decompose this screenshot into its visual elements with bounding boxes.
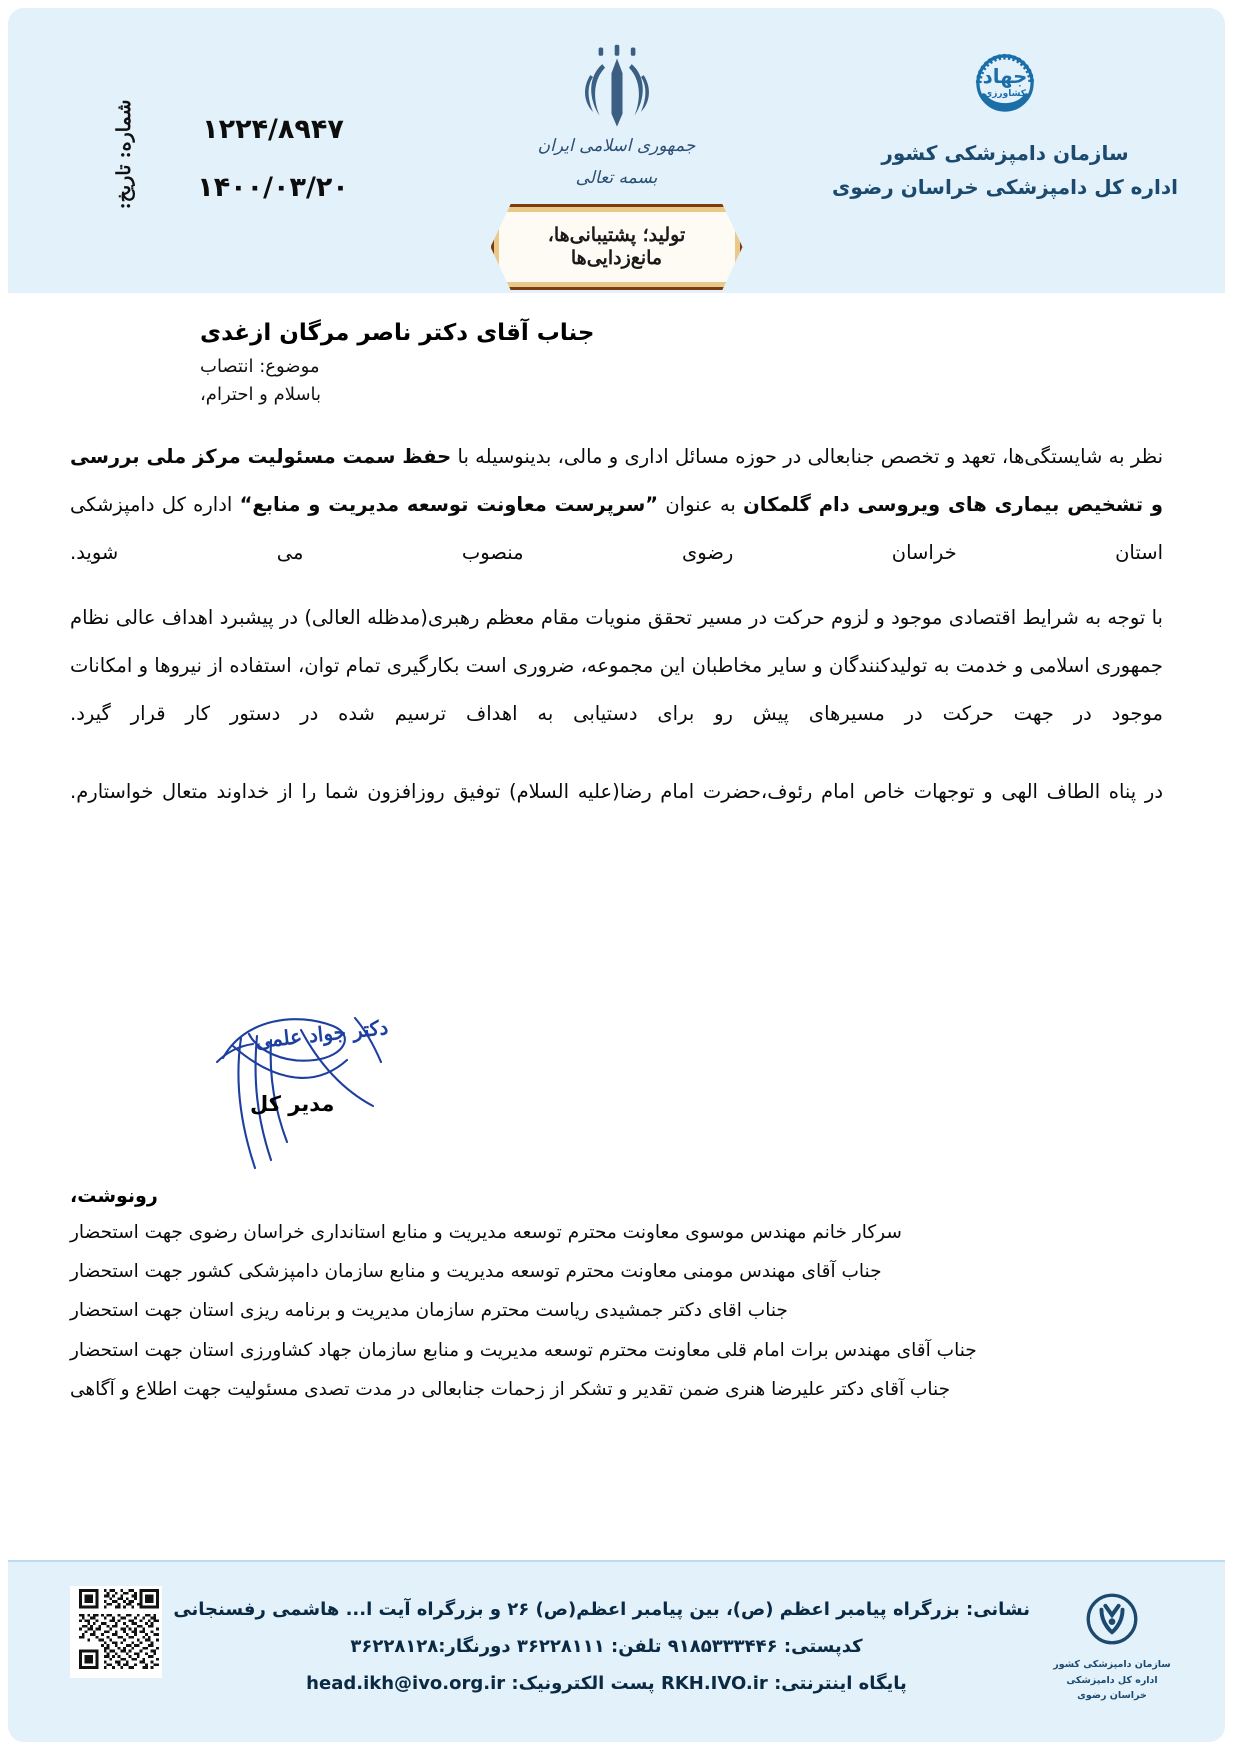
letter-date-row: [8, 158, 368, 216]
greeting-line: باسلام و احترام،: [200, 384, 322, 405]
organization-block: [815, 42, 1195, 204]
cc-heading: رونوشت،: [70, 1185, 158, 1207]
footer-address: نشانی: بزرگراه پیامبر اعظم (ص)، بین پیامبر اعظم(ص) ۲۶ و بزرگراه آیت ا... هاشمی رفسنجانی: [173, 1599, 1030, 1620]
letter-date-value: ۱۴۰۰/۰۳/۲۰: [197, 171, 349, 203]
p1-part-d: ”سرپرست معاونت توسعه مدیریت و منابع“: [239, 492, 659, 516]
cc-list-item: جناب آقای دکتر علیرضا هنری ضمن تقدیر و تشکر از زحمات جنابعالی در مدت تصدی مسئولیت جهت اطلاع و آگاهی: [70, 1378, 951, 1400]
footer-email-label: پست الکترونیک:: [511, 1672, 655, 1694]
p1-part-c: به عنوان: [658, 492, 744, 516]
ivo-seal-icon: [1079, 1586, 1145, 1652]
iran-emblem-icon: [571, 42, 663, 134]
letter-number-label: شماره:: [113, 99, 135, 159]
emblem-caption: جمهوری اسلامی ایران: [537, 136, 696, 156]
p1-part-e: اداره کل دامپزشکی استان خراسان رضوی منصوب می شوید.: [70, 492, 1163, 564]
slogan-text: تولید؛ پشتیبانی‌ها، مانع‌زدایی‌ها: [547, 224, 686, 269]
footer-website-value[interactable]: RKH.IVO.ir: [660, 1672, 768, 1694]
svg-text:جهاد: جهاد: [982, 65, 1028, 88]
paragraph-two: با توجه به شرایط اقتصادی موجود و لزوم حرکت در مسیر تحقق منویات مقام معظم رهبری(مدظله العالی) در پیشبرد اهداف عالی نظام جمهوری اسلامی و خدمت به تولیدکنندگان و سایر مخاطبان این مجموعه، ضروری است بکارگیری تمام توان، استفاده از نیروها و امکانات موجود در جهت حرکت در مسیرهای پیش رو برای دستیابی به اهداف ترسیم شده در دستور کار قرار گیرد.: [70, 606, 1163, 725]
footer-email-value[interactable]: head.ikh@ivo.org.ir: [306, 1672, 506, 1694]
qr-code-icon: [70, 1586, 162, 1678]
letterhead-band: [8, 8, 1225, 293]
subject-line: موضوع: انتصاب: [200, 356, 320, 377]
footer-contact: کدپستی: ۹۱۸۵۳۳۳۴۴۶ تلفن: ۳۶۲۲۸۱۱۱ دورنگار:۳۶۲۲۸۱۲۸: [350, 1635, 863, 1657]
addressee-line: جناب آقای دکتر ناصر مرگان ازغدی: [200, 320, 595, 346]
paragraph-three: در پناه الطاف الهی و توجهات خاص امام رئوف،حضرت امام رضا(علیه السلام) توفیق روزافزون شما را از خداوند متعال خواستارم.: [70, 779, 1163, 803]
signatory-name: دکتر جواد علمی: [254, 1015, 390, 1053]
p1-part-a: نظر به شایستگی‌ها، تعهد و تخصص جنابعالی در حوزه مسائل اداری و مالی، بدینوسیله با: [451, 445, 1163, 468]
paragraph-one: [70, 433, 1163, 576]
year-slogan-banner: [491, 204, 743, 290]
footer-contact-block: [173, 1592, 1030, 1703]
footer-website-label: پایگاه اینترنتی:: [774, 1672, 907, 1694]
footer-seal-block: [1047, 1586, 1177, 1703]
basmala-text: بسمه تعالی: [575, 168, 658, 188]
footer-band: [8, 1560, 1225, 1742]
jahad-keshavarzi-logo-icon: [964, 42, 1046, 124]
p1-part-b: حفظ سمت مسئولیت مرکز ملی بررسی و تشخیص بیماری های ویروسی دام گلمکان: [70, 445, 1164, 516]
letter-number-row: [8, 100, 368, 158]
signatory-title: مدیر کل: [250, 1092, 335, 1116]
footer-web-email: [183, 1666, 1030, 1703]
svg-text:کشاورزی: کشاورزی: [984, 89, 1026, 100]
national-emblem-block: [452, 42, 782, 188]
signature-zone: [0, 1000, 1233, 1180]
organization-name-line2: اداره کل دامپزشکی خراسان رضوی: [832, 175, 1178, 199]
organization-name-line1: سازمان دامپزشکی کشور: [881, 141, 1129, 165]
cc-list-item: جناب آقای مهندس برات امام قلی معاونت محترم توسعه مدیریت و منابع سازمان جهاد کشاورزی استان جهت استحضار: [70, 1339, 977, 1361]
seal-caption-line1: سازمان دامپزشکی کشور: [1053, 1659, 1171, 1670]
letter-body: [70, 320, 1163, 815]
reference-block: [8, 100, 368, 216]
letter-number-value: ۱۲۲۴/۸۹۴۷: [202, 113, 344, 145]
carbon-copy-section: [70, 1185, 1163, 1409]
cc-list-item: سرکار خانم مهندس موسوی معاونت محترم توسعه مدیریت و منابع استانداری خراسان رضوی جهت استحضار: [70, 1222, 902, 1243]
cc-list-item: جناب آقای مهندس مومنی معاونت محترم توسعه مدیریت و منابع سازمان دامپزشکی کشور جهت استحضار: [70, 1261, 882, 1283]
cc-list-item: جناب اقای دکتر جمشیدی ریاست محترم سازمان مدیریت و برنامه ریزی استان جهت استحضار: [70, 1300, 788, 1322]
seal-caption-line2: اداره کل دامپزشکی خراسان رضوی: [1066, 1675, 1158, 1701]
letter-date-label: تاریخ:: [113, 164, 135, 210]
